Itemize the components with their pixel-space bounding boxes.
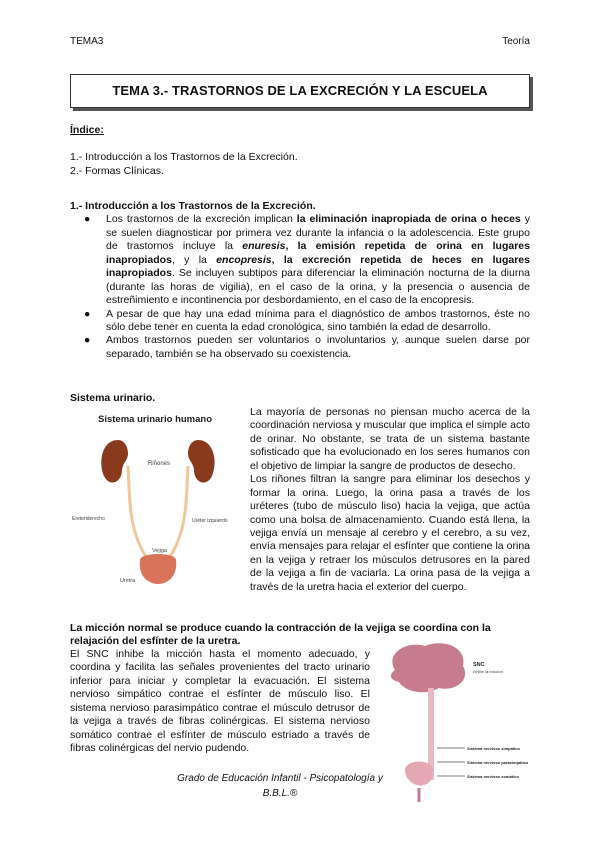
header-subject: TEMA3	[70, 36, 104, 47]
intro-heading: 1.- Introducción a los Trastornos de la Excreción.	[70, 200, 316, 212]
ureter-right	[168, 466, 188, 560]
urinary-system-figure	[70, 410, 240, 590]
term-enuresis: enuresis	[242, 240, 286, 253]
bullet-icon: ●	[84, 213, 91, 226]
paragraph: Los riñones filtran la sangre para eliminar los desechos y formar la orina. Luego, la orina pasa a través de los uréteres (tubo de músculo liso) hacia la vejiga, que actúa como una bolsa de almacenamiento. Cuando está llena, la vejiga envía un mensaje al cerebro y el cerebro, a su vez, envía mensajes para relajar el esfínter que contiene la orina en la vejiga y retraer los músculos detrusores en la pared de la vejiga a fin de vaciarla. La orina pasa de la vejiga a través de la uretra hacia el exterior del cuerpo.	[250, 473, 530, 593]
bladder-icon	[140, 554, 176, 584]
footer-line: B.B.L.®	[262, 787, 298, 799]
page-title: TEMA 3.- TRASTORNOS DE LA EXCRECIÓN Y LA ESCUELA	[112, 82, 488, 98]
intro-section	[70, 200, 530, 361]
label-snc-sub: Inhibe la micción	[473, 669, 503, 674]
bullet-icon: ●	[84, 307, 91, 320]
ureter-left	[128, 466, 148, 560]
miccion-text	[70, 648, 370, 756]
header-section: Teoría	[502, 36, 530, 47]
text-run: y se suelen diagnosticar por primera vez durante la infancia o la adolescencia. Este grupo de trastornos incluye la	[106, 213, 531, 253]
nerve-lines	[437, 748, 465, 776]
bullet-icon: ●	[84, 334, 91, 347]
label-parasimpatico: Sistema nervioso parasimpático	[467, 760, 529, 765]
label-snc: SNC	[473, 662, 485, 668]
intro-list	[70, 213, 530, 361]
label-vejiga: Vejiga	[152, 548, 167, 554]
label-uretra: Uretra	[120, 578, 136, 584]
title-box	[70, 74, 530, 108]
urinary-system-illustration	[70, 410, 240, 590]
paragraph: El SNC inhibe la micción hasta el momento adecuado, y coordina y facilita las señales provenientes del tracto urinario inferior para iniciar y completar la evacuación. El sistema nervioso simpático contrae el esfínter de músculo liso. El sistema nervioso parasimpático contrae el músculo detrusor de la vejiga a través de fibras colinérgicas. El sistema nervioso somático contrae el esfínter de músculo estriado a través de fibras colinérgicas del nervio pudendo.	[70, 648, 370, 755]
label-ureter-right: Uréter izquierdo	[192, 518, 228, 524]
paragraph: La mayoría de personas no piensan mucho acerca de la coordinación nerviosa y muscular que implica el simple acto de orinar. No obstante, se trata de un sistema bastante sofisticado que ha evolucionado en los seres humanos con el objetivo de limpiar la sangre de productos de desecho.	[250, 406, 530, 472]
text-run: , la emisión repetida de orina en lugares inapropiados	[106, 240, 530, 266]
list-item	[70, 213, 530, 307]
figure1-title: Sistema urinario humano	[98, 414, 213, 425]
text-run: Ambos trastornos pueden ser voluntarios o involuntarios y, aunque suelen darse por separado, también se ha observado su coexistencia.	[106, 334, 530, 360]
kidney-left-icon	[101, 440, 128, 483]
label-somatico: Sistema nervioso somático	[467, 774, 519, 779]
text-run: la eliminación inapropiada de orina o heces	[296, 213, 521, 226]
label-rinones: Riñones	[148, 461, 171, 467]
text-run: A pesar de que hay una edad mínima para el diagnóstico de ambos trastornos, éste no sólo debe tener en cuenta la edad cronológica, sino también la edad de desarrollo.	[106, 307, 530, 333]
list-item	[70, 308, 530, 335]
kidney-right-icon	[188, 440, 215, 483]
brain-icon	[391, 643, 465, 692]
footer-line: Grado de Educación Infantil - Psicopatología y	[177, 773, 383, 784]
text-run: , la excreción repetida de heces en lugares inapropiados	[106, 253, 530, 280]
sistema-heading: Sistema urinario.	[70, 392, 156, 404]
text-run: Los trastornos de la excreción implican	[106, 213, 297, 226]
sistema-text	[250, 406, 530, 594]
footer	[130, 772, 430, 801]
index-item: 2.- Formas Clínicas.	[70, 164, 164, 177]
index-heading: Índice:	[70, 124, 104, 136]
index-item: 1.- Introducción a los Trastornos de la Excreción.	[70, 151, 298, 164]
term-encopresis: encopresis	[216, 253, 272, 266]
index-section	[70, 124, 530, 178]
miccion-heading: La micción normal se produce cuando la contracción de la vejiga se coordina con la relajación del esfínter de la uretra.	[70, 622, 491, 648]
text-run: , y la	[171, 253, 217, 266]
label-simpatico: Sistema nervioso simpático	[467, 746, 520, 751]
label-ureter-left: Ereteriderecho	[72, 516, 105, 522]
text-run: . Se incluyen subtipos para diferenciar la eliminación nocturna de la diurna (durante las horas de vigilia), en el caso de la orina, y la presencia o ausencia de estreñimiento e incontinencia por desbordamiento, en el caso de la encopresis.	[106, 267, 530, 307]
list-item	[70, 334, 530, 361]
